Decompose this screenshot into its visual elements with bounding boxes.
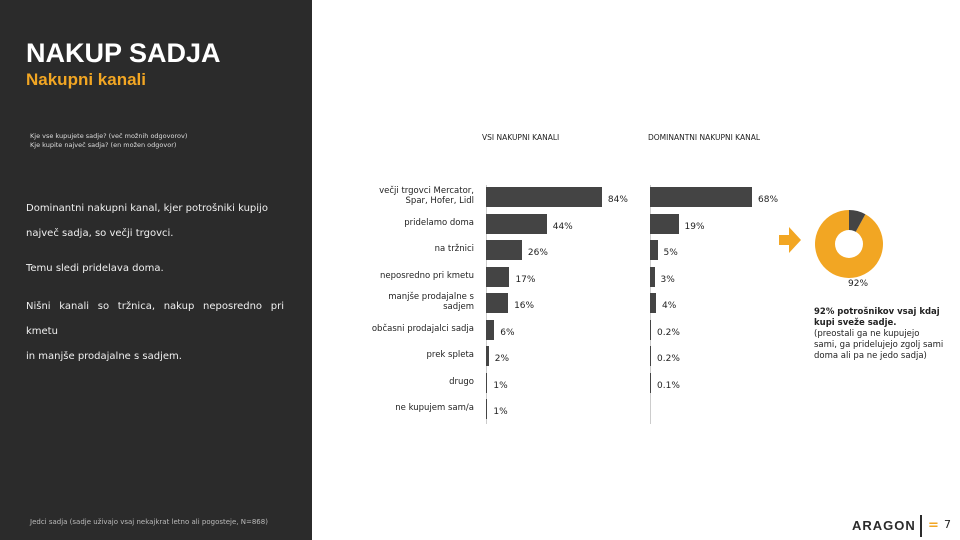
brand-divider <box>920 515 922 537</box>
page-title: NAKUP SADJA <box>26 38 221 68</box>
pie-hole <box>835 230 863 258</box>
value-label-all-channels: 44% <box>552 221 573 232</box>
bar-all-channels <box>486 267 509 287</box>
category-label: prek spleta <box>426 350 474 360</box>
finding-paragraph <box>26 256 284 281</box>
bar-dominant-channel <box>650 346 651 366</box>
value-label-dominant-channel: 5% <box>663 248 678 258</box>
brand-logo: ARAGON <box>852 518 916 533</box>
bar-dominant-channel <box>650 214 679 234</box>
column-header-all-channels: VSI NAKUPNI KANALI <box>482 133 560 142</box>
brand-mark-icon: = <box>928 518 939 533</box>
pie-value-label: 92% <box>848 279 869 289</box>
value-label-all-channels: 26% <box>527 248 548 258</box>
bar-dominant-channel <box>650 240 658 260</box>
page-number: 7 <box>944 518 951 531</box>
left-panel <box>0 0 312 540</box>
bar-all-channels <box>486 346 489 366</box>
value-label-all-channels: 17% <box>515 274 536 285</box>
category-label: manjše prodajalne s sadjem <box>388 292 474 312</box>
bar-all-channels <box>486 240 522 260</box>
finding-line: Nišni kanali so tržnica, nakup neposredno pri kmetu <box>26 301 284 337</box>
finding-line: Temu sledi pridelava doma. <box>26 263 164 274</box>
value-label-all-channels: 16% <box>514 301 535 311</box>
survey-questions <box>30 132 290 150</box>
value-label-dominant-channel: 19% <box>684 221 705 232</box>
value-label-all-channels: 1% <box>493 380 508 391</box>
footnote: Jedci sadja (sadje uživajo vsaj nekajkrat letno ali pogosteje, N=868) <box>30 518 268 526</box>
category-label: pridelamo doma <box>404 217 474 228</box>
bar-dominant-channel <box>650 293 656 313</box>
finding-line: in manjše prodajalne s sadjem. <box>26 351 182 362</box>
summary-note: (preostali ga ne kupujejo sami, ga pridelujejo zgolj sami doma ali pa ne jedo sadja) <box>814 329 944 361</box>
value-label-all-channels: 84% <box>607 195 628 205</box>
pie-chart <box>804 209 894 279</box>
finding-paragraph <box>26 294 284 369</box>
bar-all-channels <box>486 399 487 419</box>
question-line: Kje kupite največ sadja? (en možen odgovor) <box>30 141 177 149</box>
summary-text <box>814 307 944 362</box>
value-label-dominant-channel: 68% <box>758 195 779 205</box>
value-label-all-channels: 2% <box>494 354 510 364</box>
category-label: neposredno pri kmetu <box>380 270 474 281</box>
bar-all-channels <box>486 214 547 234</box>
finding-line: največ sadja, so večji trgovci. <box>26 228 174 239</box>
bar-all-channels <box>486 320 494 340</box>
bar-dominant-channel <box>650 187 752 207</box>
bar-dominant-channel <box>650 320 651 340</box>
summary-headline: 92% potrošnikov vsaj kdaj kupi sveže sadje. <box>814 307 940 328</box>
question-line: Kje vse kupujete sadje? (več možnih odgovorov) <box>30 132 188 140</box>
bar-all-channels <box>486 373 487 393</box>
category-label: ne kupujem sam/a <box>395 403 474 413</box>
bar-all-channels <box>486 187 602 207</box>
value-label-all-channels: 1% <box>493 407 508 417</box>
value-label-dominant-channel: 0.2% <box>657 327 680 338</box>
page-subtitle: Nakupni kanali <box>26 70 146 89</box>
value-label-dominant-channel: 0.1% <box>657 380 680 391</box>
bar-dominant-channel <box>650 373 651 393</box>
column-header-dominant-channel: DOMINANTNI NAKUPNI KANAL <box>648 133 761 142</box>
finding-line: Dominantni nakupni kanal, kjer potrošniki kupijo <box>26 203 268 214</box>
value-label-dominant-channel: 3% <box>660 274 675 285</box>
finding-paragraph <box>26 196 284 246</box>
value-label-dominant-channel: 4% <box>662 301 677 311</box>
value-label-all-channels: 6% <box>500 327 515 338</box>
value-label-dominant-channel: 0.2% <box>657 354 680 364</box>
category-label: drugo <box>449 376 474 387</box>
bar-all-channels <box>486 293 508 313</box>
arrow-right-icon <box>779 227 801 253</box>
bar-dominant-channel <box>650 267 655 287</box>
category-label: občasni prodajalci sadja <box>371 323 474 334</box>
category-label: na tržnici <box>434 244 474 254</box>
category-label: večji trgovci Mercator, Spar, Hofer, Lidl <box>379 186 474 206</box>
